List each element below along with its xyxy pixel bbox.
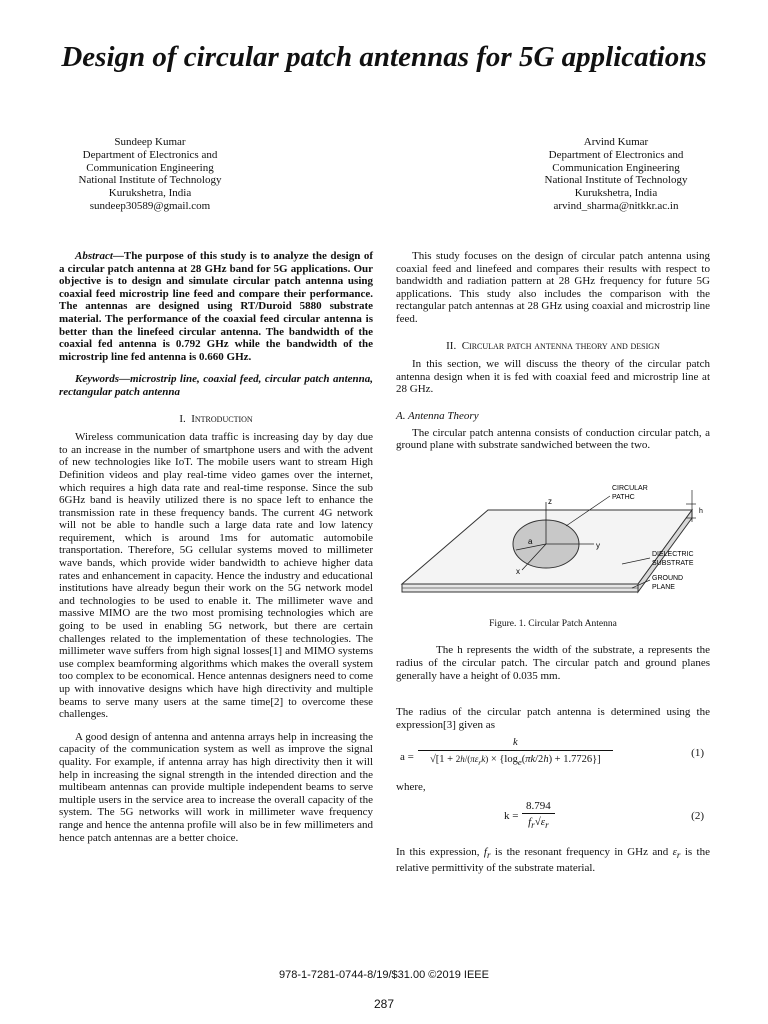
- antenna-theory-paragraph: The circular patch antenna consists of conduction circular patch, a ground plane with substrate sandwiched between the two.: [396, 426, 710, 452]
- section-heading-theory: [396, 340, 710, 353]
- section-number: II.: [446, 339, 457, 352]
- author-name: Sundeep Kumar: [114, 136, 186, 148]
- figure-label-dielectric: DIELECTRIC: [652, 550, 694, 558]
- author-dept: Communication Engineering: [552, 161, 680, 174]
- author-dept: Department of Electronics and: [548, 148, 684, 161]
- author-block-1: [0, 136, 300, 213]
- equation-number: (2): [691, 809, 704, 822]
- axis-label-z: z: [548, 496, 552, 506]
- figure-label-ground: GROUND: [652, 574, 684, 582]
- section-heading-introduction: [59, 413, 373, 426]
- section-number: I.: [179, 412, 186, 425]
- paper-title: Design of circular patch antennas for 5G applications: [61, 41, 707, 73]
- expression-paragraph: In this expression, $f_r$ is the resonant frequency in GHz and $\varepsilon_r$ is the relative permittivity of the substrate material.: [396, 845, 710, 874]
- figure-label-dielectric: SUBSTRATE: [652, 559, 694, 567]
- author-dept: Department of Electronics and: [82, 148, 218, 161]
- left-column: [59, 250, 373, 844]
- author-location: Kurukshetra, India: [108, 187, 192, 200]
- author-dept: Communication Engineering: [86, 161, 214, 174]
- figure-label-patch: PATHC: [612, 493, 635, 501]
- subsection-heading: A. Antenna Theory: [396, 409, 479, 422]
- author-location: Kurukshetra, India: [574, 187, 658, 200]
- intro-paragraph-2: A good design of antenna and antenna arrays help in increasing the capacity of the communication system as well as improve the signal quality. For example, if antenna array has high directivity then it will help in increasing the signal strength in the intended direction and the multibeam antennas can provide multiple independent beams to serve multiple users in the service area to increase the overall capacity of the system. The 5G networks will work in millimeter wave frequency range and hence the antenna profile will also be in few millimeters and hence patch antennas are a better choice.: [59, 730, 373, 844]
- figure-description: The h represents the width of the substrate, a represents the radius of the circular patch. The circular patch and ground planes generally have a height of 0.035 mm.: [396, 644, 710, 682]
- abstract: [59, 250, 373, 363]
- antenna-diagram: [396, 482, 710, 614]
- expression-text: is the relative permittivity of the substrate material.: [396, 845, 710, 874]
- author-institution: National Institute of Technology: [78, 174, 222, 187]
- right-paragraph-1: This study focuses on the design of circular patch antenna using coaxial feed and linefeed and compares their results with respect to bandwidth and radiation pattern at 28 GHz frequency for future 5G applications. This study also includes the comparison with the rectangular patch antennas at 28 GHz using coaxial and microstrip line feed.: [396, 250, 710, 325]
- abstract-label: Abstract: [75, 250, 113, 262]
- axis-label-y: y: [596, 540, 600, 550]
- author-institution: National Institute of Technology: [544, 174, 688, 187]
- author-email: sundeep30589@gmail.com: [89, 199, 211, 212]
- author-block-2: [466, 136, 766, 213]
- equation-1: a = k $√[1 + 2h/(\pi\varepsilon_rk) \times \{\log_e(\pi k/2h) + 1.7726\}]$ (1): [400, 737, 704, 767]
- abstract-text: —The purpose of this study is to analyze the design of a circular patch antenna at 28 GHz band for 5G applications. Our objective is to design and simulate circular patch antenna using coaxial feed microstrip line feed and compare their performance. The antennas are designed using RT/Duroid 5880 substrate material. The performance of the coaxial feed circular antenna is better than the linefeed circular antenna. The bandwidth of the coaxial fed antenna is 0.792 GHz while the bandwidth of the microstrip line fed antenna is 0.660 GHz.: [59, 250, 373, 363]
- radius-label: a: [528, 536, 533, 546]
- copyright-footer: 978-1-7281-0744-8/19/$31.00 ©2019 IEEE: [279, 969, 489, 981]
- expression-text: In this expression,: [396, 845, 484, 858]
- figure-caption: Figure. 1. Circular Patch Antenna: [489, 618, 617, 629]
- figure-label-patch: CIRCULAR: [612, 484, 648, 492]
- section-title: Circular patch antenna theory and design: [461, 339, 660, 352]
- section-title: Introduction: [191, 412, 253, 425]
- height-label: h: [699, 507, 703, 515]
- equation-2: k = $\frac{8.794}{f_r√\varepsilon_r}$ (2): [504, 799, 704, 831]
- figure-circular-patch: [396, 482, 710, 614]
- radius-paragraph: The radius of the circular patch antenna is determined using the expression[3] given as: [396, 706, 710, 731]
- equation-number: (1): [691, 747, 704, 760]
- author-name: Arvind Kumar: [583, 136, 649, 148]
- author-email: arvind_sharma@nitkkr.ac.in: [553, 199, 679, 212]
- right-column: [396, 250, 710, 874]
- figure-label-ground: PLANE: [652, 583, 675, 591]
- intro-paragraph-1: Wireless communication data traffic is increasing day by day due to an increase in the number of smartphone users and with the advent of new technologies like IoT. The mobile users want to stream High Definition videos and play real-time video games over the internet, which requires a high data rate and real-time response. Since the sub 6GHz band is heavily utilized there is no space left to enhance the transmission rate in these frequency bands. The current 4G network will not be able to handle such a large data rate and low latency requirement, which is around 1ms for automatic automobile transportation. Therefore, 5G cellular systems moved to millimeter wave bands, which provide wider bandwidth to achieve higher data rates and enhancement in capacity. Hence the industry and educational institutions have already begun their work on the 5G network model and technologies to be used to enable it. The millimeter wave and massive MIMO are the two most promising technologies which are going to be used in enabling 5G network, but there are certain challenges related to the implementation of these technologies. The millimeter wave suffers from high signal losses[1] and MIMO systems use complex beamforming algorithms which makes the overall system too complex to be economical. Hence antennas designers need to come up with innovative designs which have high directivity and multiple beams to serve many users at the same time[2] to overcome these challenges.: [59, 431, 373, 721]
- page-number: 287: [373, 997, 395, 1011]
- where-label: where,: [396, 781, 426, 794]
- expression-text: is the resonant frequency in GHz and: [490, 845, 673, 858]
- keywords: Keywords—microstrip line, coaxial feed, circular patch antenna, rectangular patch antenna: [59, 373, 373, 398]
- theory-paragraph: In this section, we will discuss the theory of the circular patch antenna design when it is fed with coaxial feed and microstrip line at 28 GHz.: [396, 358, 710, 396]
- axis-label-x: x: [516, 566, 520, 576]
